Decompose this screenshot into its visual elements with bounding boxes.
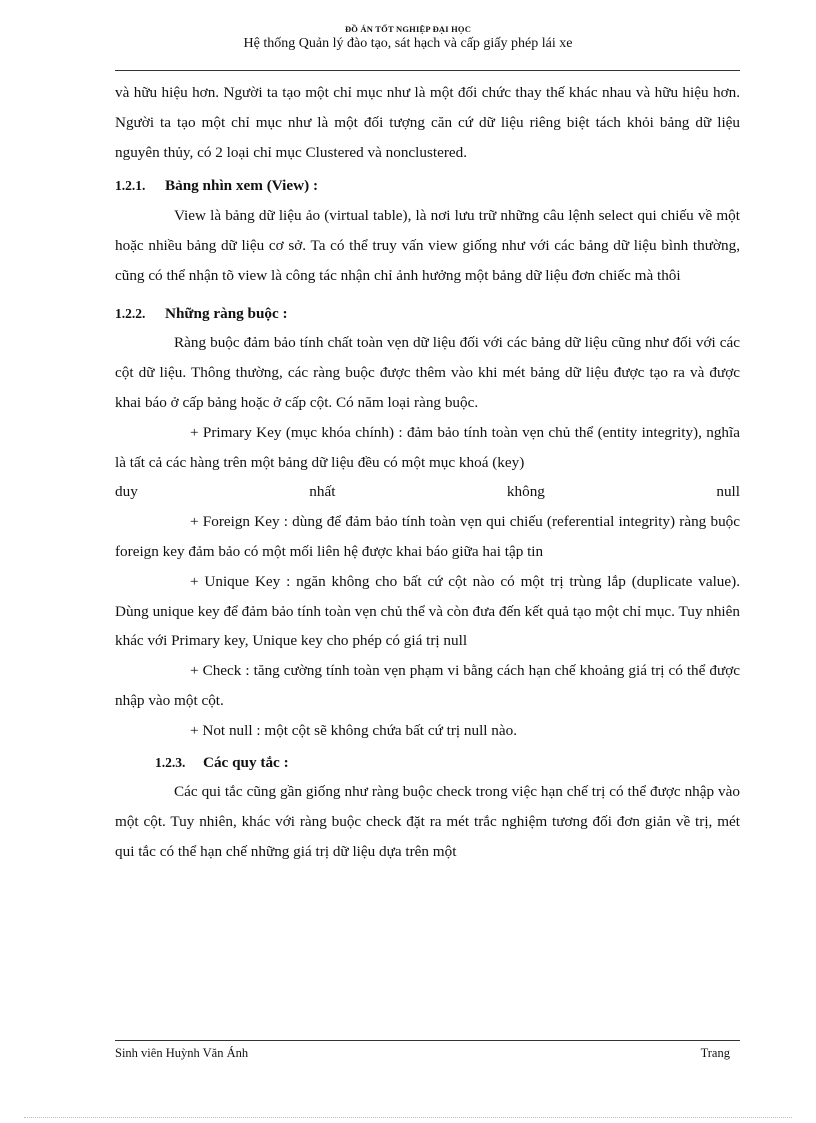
intro-paragraph: và hữu hiệu hơn. Người ta tạo một chỉ mục như là một đối chức thay thế khác nhau và hữu hiệu hơn. Người ta tạo một chỉ mục như là một đối tượng căn cứ dữ liệu riêng biệt tách khỏi bảng dữ liệu nguyên thủy, có 2 loại chỉ mục Clustered và nonclustered. xyxy=(115,84,740,161)
footer-divider xyxy=(115,1040,740,1041)
footer-page-label: Trang xyxy=(700,1046,730,1060)
document-body xyxy=(115,78,740,867)
not-null-paragraph: + Not null : một cột sẽ không chứa bất cứ trị null nào. xyxy=(190,721,518,739)
foreign-key-paragraph: + Foreign Key : dùng để đảm bảo tính toàn vẹn qui chiếu (referential integrity) ràng buộc foreign key đảm bảo có một mối liên hệ được khai báo giữa hai tập tin xyxy=(115,513,740,560)
footer-author: Sinh viên Huỳnh Văn Ánh xyxy=(115,1046,249,1060)
page-edge-divider xyxy=(24,1117,792,1118)
primary-key-paragraph: + Primary Key (mục khóa chính) : đảm bảo tính toàn vẹn chủ thể (entity integrity), nghĩa là tất cả các hàng trên một bảng dữ liệu đều có một mục khoá (key) xyxy=(115,423,740,471)
section-heading-1-2-2 xyxy=(115,299,740,329)
unique-key-paragraph: + Unique Key : ngăn không cho bất cứ cột nào có một trị trùng lắp (duplicate value). Dùng unique key để đảm bảo tính toàn vẹn chủ thể và còn đưa đến kết quả tạo một chỉ mục. Tuy nhiên khác với Primary key, Unique key cho phép có giá trị null xyxy=(115,572,740,650)
thesis-label: ĐỒ ÁN TỐT NGHIỆP ĐẠI HỌC xyxy=(344,24,472,34)
primary-key-last-line: duy nhất không null xyxy=(115,483,740,501)
section-heading-1-2-1 xyxy=(115,171,740,201)
section-title: Các quy tắc : xyxy=(203,753,289,771)
rules-paragraph: Các qui tắc cũng gần giống như ràng buộc check trong việc hạn chế trị có thể được nhập vào một cột. Tuy nhiên, khác với ràng buộc check đặt ra mét trắc nghiệm tương đối đơn giản về trị, mét qui tắc có thể hạn chế những giá trị dữ liệu dựa trên một xyxy=(115,783,740,860)
section-title: Bảng nhìn xem (View) : xyxy=(165,177,319,195)
section-number: 1.2.2. xyxy=(115,305,146,321)
check-paragraph: + Check : tăng cường tính toàn vẹn phạm vi bằng cách hạn chế khoảng giá trị có thể được nhập vào một cột. xyxy=(115,662,740,709)
header-divider xyxy=(115,70,740,71)
thesis-subtitle: Hệ thống Quản lý đào tạo, sát hạch và cấp giấy phép lái xe xyxy=(243,36,573,51)
section-number: 1.2.3. xyxy=(155,754,186,770)
page-footer xyxy=(115,1046,730,1061)
view-paragraph: View là bảng dữ liệu ảo (virtual table), là nơi lưu trữ những câu lệnh select qui chiếu về một hoặc nhiều bảng dữ liệu cơ sở. Ta có thể truy vấn view giống như với các bảng dữ liệu bình thường, cũng có thể nhận tõ view là công tác nhận chỉ ảnh hưởng một bảng dữ liệu đơn chiếc mà thôi xyxy=(115,207,740,284)
section-number: 1.2.1. xyxy=(115,178,146,194)
section-heading-1-2-3 xyxy=(115,748,740,778)
page-header xyxy=(0,24,816,53)
section-title: Những ràng buộc : xyxy=(165,304,288,322)
constraints-paragraph: Ràng buộc đảm bảo tính chất toàn vẹn dữ liệu đối với các bảng dữ liệu cũng như đối với các cột dữ liệu. Thông thường, các ràng buộc được thêm vào khi mét bảng dữ liệu được tạo ra và được khai báo ở cấp bảng hoặc ở cấp cột. Có năm loại ràng buộc. xyxy=(115,334,740,411)
